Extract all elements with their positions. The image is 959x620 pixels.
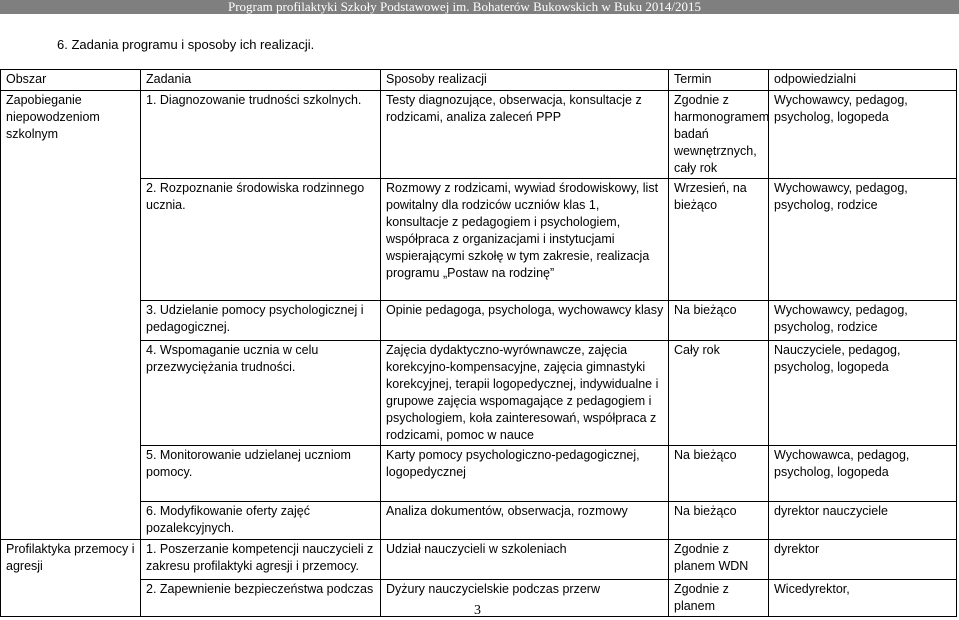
page-number: 3 — [474, 603, 481, 618]
task-cell: 2. Rozpoznanie środowiska rodzinnego ucznia. — [141, 179, 381, 301]
method-cell: Zajęcia dydaktyczno-wyrównawcze, zajęcia korekcyjno-kompensacyjne, zajęcia gimnastyki korekcyjnej, terapii logopedycznej, indywidualne i grupowe zajęcia wspomagające z pedagogiem i psychologiem, koła zainteresowań, współpraca z rodzicami, pomoc w nauce — [381, 341, 669, 446]
table-row — [1, 301, 957, 341]
table-row — [1, 179, 957, 301]
page-header-text: Program profilaktyki Szkoły Podstawowej im. Bohaterów Bukowskich w Buku 2014/2015 — [227, 0, 701, 14]
term-cell: Na bieżąco — [669, 446, 769, 502]
term-cell: Wrzesień, na bieżąco — [669, 179, 769, 301]
term-cell: Zgodnie z harmonogramem badań wewnętrznych, cały rok — [669, 91, 769, 179]
responsible-cell: dyrektor nauczyciele — [769, 502, 957, 540]
method-cell: Udział nauczycieli w szkoleniach — [381, 540, 669, 580]
task-cell: 2. Zapewnienie bezpieczeństwa podczas — [141, 580, 381, 617]
column-header-method: Sposoby realizacji — [381, 70, 669, 91]
responsible-cell: Wychowawcy, pedagog, psycholog, rodzice — [769, 179, 957, 301]
term-cell: Cały rok — [669, 341, 769, 446]
term-cell: Na bieżąco — [669, 502, 769, 540]
method-cell: Opinie pedagoga, psychologa, wychowawcy klasy — [381, 301, 669, 341]
task-cell: 1. Diagnozowanie trudności szkolnych. — [141, 91, 381, 179]
table-row — [1, 91, 957, 179]
method-cell: Rozmowy z rodzicami, wywiad środowiskowy, list powitalny dla rodziców uczniów klas 1, konsultacje z pedagogiem i psychologiem, współpraca z organizacjami i instytucjami wspierającymi szkołę w tym zakresie, realizacja programu „Postaw na rodzinę” — [381, 179, 669, 301]
column-header-responsible: odpowiedzialni — [769, 70, 957, 91]
tasks-table — [0, 69, 957, 617]
term-cell: Zgodnie z planem WDN — [669, 540, 769, 580]
table-row — [1, 446, 957, 502]
method-cell: Testy diagnozujące, obserwacja, konsultacje z rodzicami, analiza zaleceń PPP — [381, 91, 669, 179]
task-cell: 3. Udzielanie pomocy psychologicznej i pedagogicznej. — [141, 301, 381, 341]
method-cell: Analiza dokumentów, obserwacja, rozmowy — [381, 502, 669, 540]
area-cell: Profilaktyka przemocy i agresji — [1, 540, 141, 617]
responsible-cell: Wychowawcy, pedagog, psycholog, rodzice — [769, 301, 957, 341]
method-cell: Karty pomocy psychologiczno-pedagogicznej, logopedycznej — [381, 446, 669, 502]
responsible-cell: Wicedyrektor, — [769, 580, 957, 617]
table-row — [1, 502, 957, 540]
task-cell: 5. Monitorowanie udzielanej uczniom pomocy. — [141, 446, 381, 502]
responsible-cell: dyrektor — [769, 540, 957, 580]
table-row — [1, 341, 957, 446]
responsible-cell: Nauczyciele, pedagog, psycholog, logopeda — [769, 341, 957, 446]
task-cell: 1. Poszerzanie kompetencji nauczycieli z zakresu profilaktyki agresji i przemocy. — [141, 540, 381, 580]
table-row — [1, 540, 957, 580]
section-title: 6. Zadania programu i sposoby ich realizacji. — [57, 37, 315, 52]
column-header-term: Termin — [669, 70, 769, 91]
area-cell: Zapobieganie niepowodzeniom szkolnym — [1, 91, 141, 540]
task-cell: 4. Wspomaganie ucznia w celu przezwyciężania trudności. — [141, 341, 381, 446]
column-header-task: Zadania — [141, 70, 381, 91]
table-header-row — [1, 70, 957, 91]
page-header-bar — [0, 0, 959, 14]
responsible-cell: Wychowawca, pedagog, psycholog, logopeda — [769, 446, 957, 502]
term-cell: Zgodnie z planem — [669, 580, 769, 617]
method-cell: Dyżury nauczycielskie podczas przerw — [381, 580, 669, 617]
column-header-area: Obszar — [1, 70, 141, 91]
responsible-cell: Wychowawcy, pedagog, psycholog, logopeda — [769, 91, 957, 179]
term-cell: Na bieżąco — [669, 301, 769, 341]
task-cell: 6. Modyfikowanie oferty zajęć pozalekcyjnych. — [141, 502, 381, 540]
